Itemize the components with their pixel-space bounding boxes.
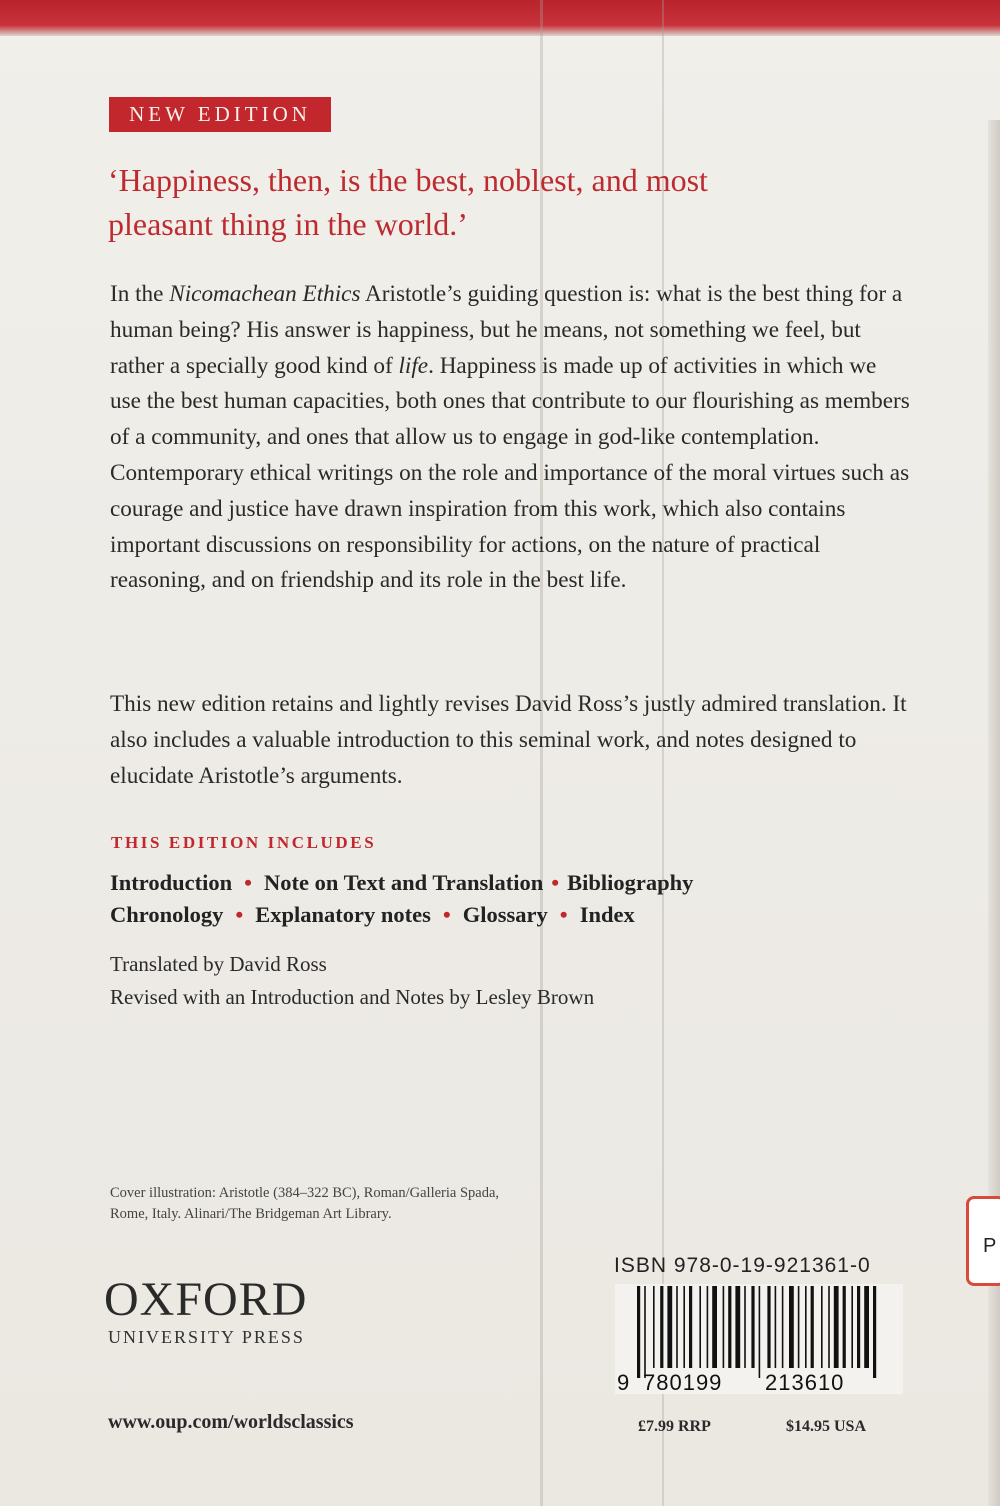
description-paragraph xyxy=(110,277,910,599)
website-link[interactable]: www.oup.com/worldsclassics xyxy=(108,1411,354,1433)
top-red-band xyxy=(0,0,1000,36)
para-text: In the xyxy=(110,281,170,307)
barcode-bar xyxy=(775,1286,777,1368)
quote: ‘Happiness, then, is the best, noblest, and most pleasant thing in the world.’ xyxy=(108,162,708,242)
barcode-bar xyxy=(873,1286,876,1378)
bullet-separator: • xyxy=(559,902,568,927)
barcode-bar xyxy=(735,1286,740,1368)
emphasis-life: life xyxy=(398,352,429,379)
bullet-separator: • xyxy=(244,870,253,895)
credit-line: Rome, Italy. Alinari/The Bridgeman Art Library. xyxy=(110,1206,392,1222)
reviser-credit: Revised with an Introduction and Notes by Lesley Brown xyxy=(110,985,595,1009)
barcode-bar xyxy=(759,1286,761,1378)
barcode-bar xyxy=(707,1286,709,1368)
barcode-bar xyxy=(728,1286,731,1368)
barcode-digits-left: 780199 xyxy=(643,1370,723,1394)
barcode-bar xyxy=(744,1286,746,1368)
include-item: Note on Text and Translation xyxy=(264,870,544,895)
oxford-logo: OXFORD xyxy=(104,1273,308,1326)
barcode-bar xyxy=(653,1286,655,1368)
barcode-bar xyxy=(683,1286,685,1368)
include-item: Introduction xyxy=(110,870,233,895)
price-usd: $14.95 USA xyxy=(786,1418,867,1435)
isbn-label: ISBN 978-0-19-921361-0 xyxy=(614,1254,871,1277)
barcode-bar xyxy=(699,1286,701,1368)
price-gbp: £7.99 RRP xyxy=(638,1418,711,1435)
include-item: Glossary xyxy=(462,902,548,927)
barcode-bar xyxy=(667,1286,672,1368)
include-item: Chronology xyxy=(110,902,224,927)
barcode-bar xyxy=(851,1286,853,1368)
barcode-bar xyxy=(782,1286,784,1368)
barcode-bar xyxy=(798,1286,800,1368)
new-edition-badge: NEW EDITION xyxy=(109,97,331,132)
barcode-bar xyxy=(843,1286,846,1368)
barcode-bar xyxy=(676,1286,678,1368)
bullet-separator: • xyxy=(551,870,560,895)
barcode-bar xyxy=(805,1286,807,1368)
book-title-italic: Nicomachean Ethics xyxy=(169,281,361,307)
barcode-bar xyxy=(660,1286,663,1368)
include-item: Index xyxy=(579,902,635,927)
para-text: . Happiness is made up of activities in which we use the best human capacities, both ones that contribute to our flourishing as members of a community, and ones that allow us to engage in god-like contemplation. Contemporary ethical writings on the role and importance of the moral virtues such as courage and justice have drawn inspiration from this work, which also contains important discussions on responsibility for actions, on the nature of practical reasoning, and on friendship and its role in the best life. xyxy=(110,352,910,594)
sticker-letter: P xyxy=(983,1235,997,1257)
barcode-bar xyxy=(637,1286,640,1378)
barcode xyxy=(615,1284,903,1394)
barcode-bars xyxy=(615,1284,903,1394)
library-sticker xyxy=(966,1196,1000,1286)
barcode-bar xyxy=(864,1286,869,1368)
barcode-bar xyxy=(644,1286,646,1378)
barcode-bar xyxy=(751,1286,754,1368)
includes-line xyxy=(110,902,635,928)
barcode-bar xyxy=(689,1286,692,1368)
translator-credit: Translated by David Ross xyxy=(110,952,327,976)
barcode-bar xyxy=(834,1286,839,1368)
bullet-separator: • xyxy=(235,902,244,927)
include-item: Explanatory notes xyxy=(255,902,431,927)
para-text: Aristotle’s guiding question is: what is the best thing for a human being? His answer is happiness, but he means, not something we feel, but rather a specially good kind of xyxy=(110,281,903,379)
barcode-bar xyxy=(723,1286,725,1368)
barcode-digit-first: 9 xyxy=(617,1370,630,1394)
includes-line xyxy=(110,870,693,896)
barcode-bar xyxy=(857,1286,860,1368)
barcode-bar xyxy=(821,1286,823,1368)
barcode-bar xyxy=(789,1286,794,1368)
include-item: Bibliography xyxy=(567,870,694,895)
university-press: UNIVERSITY PRESS xyxy=(108,1327,305,1347)
barcode-bar xyxy=(767,1286,770,1368)
credit-line: Cover illustration: Aristotle (384–322 BC), Roman/Galleria Spada, xyxy=(110,1185,500,1201)
edition-paragraph: This new edition retains and lightly revises David Ross’s justly admired translation. It also includes a valuable introduction to this seminal work, and notes designed to elucidate Aristotle’s arguments. xyxy=(110,691,907,789)
includes-heading: THIS EDITION INCLUDES xyxy=(111,833,377,852)
barcode-bar xyxy=(712,1286,717,1368)
bullet-separator: • xyxy=(442,902,451,927)
barcode-bar xyxy=(811,1286,814,1368)
barcode-digits-right: 213610 xyxy=(765,1370,845,1394)
cover-illustration-credit xyxy=(110,1183,590,1225)
barcode-bar xyxy=(828,1286,830,1368)
cover-edge xyxy=(988,120,1000,1506)
